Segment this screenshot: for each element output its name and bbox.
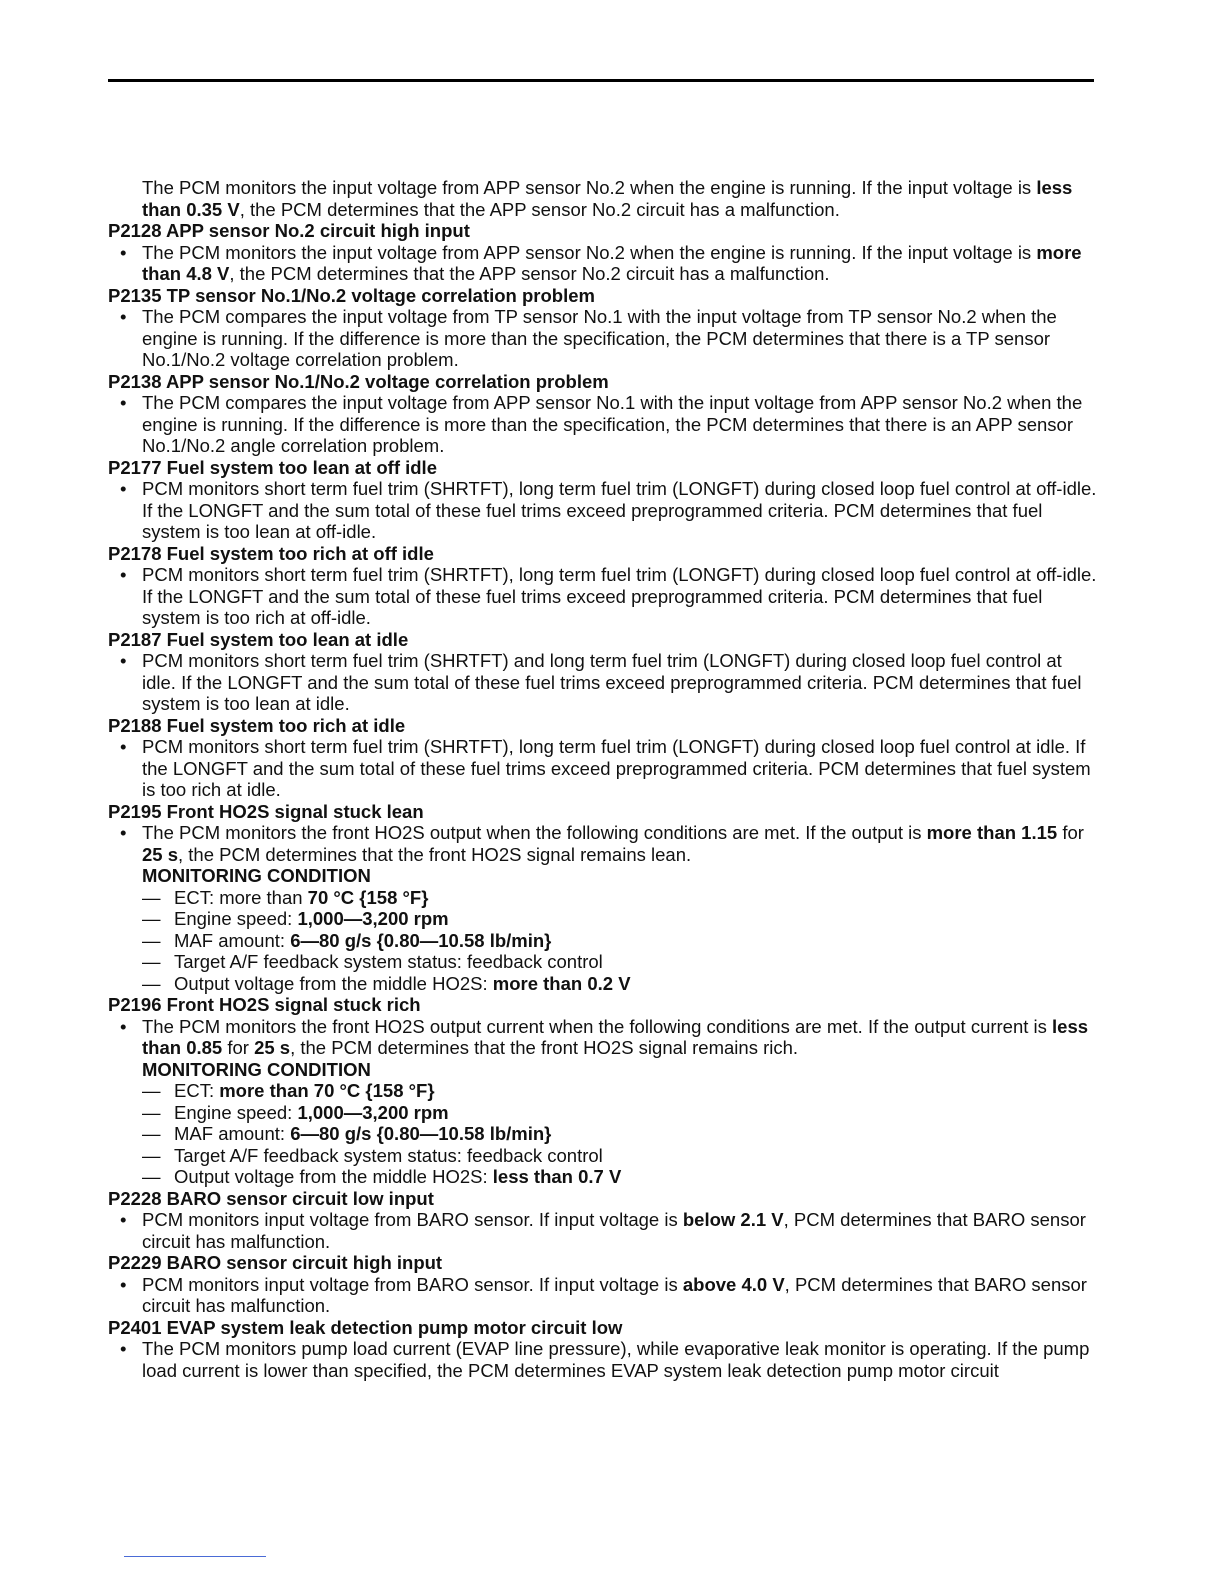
condition-item [108, 1123, 1098, 1145]
dtc-description-p2128 [108, 242, 1098, 285]
condition-item [108, 951, 1098, 973]
emphasis: below 2.1 V [682, 1209, 784, 1230]
bullet-icon: • [120, 1273, 127, 1295]
text: Engine speed: [174, 908, 298, 929]
text: MAF amount: [174, 1123, 291, 1144]
bullet-icon: • [120, 650, 127, 671]
text: , the PCM determines that the front HO2S signal remains rich. [290, 1037, 799, 1058]
emphasis: more than 70 °C {158 °F} [219, 1080, 435, 1101]
text: PCM monitors input voltage from BARO sensor. If input voltage is [142, 1209, 683, 1230]
emphasis: more than 0.2 V [492, 972, 631, 994]
text: ECT: [174, 1080, 220, 1101]
dash-icon: — [142, 1080, 161, 1101]
bullet-icon: • [120, 241, 127, 263]
emphasis: 6—80 g/s {0.80—10.58 lb/min} [290, 929, 552, 951]
monitoring-condition-label: MONITORING CONDITION [142, 865, 371, 886]
dtc-heading-p2177: P2177 Fuel system too lean at off idle [108, 456, 437, 478]
emphasis: more than 4.8 V [142, 241, 1082, 284]
dtc-heading-p2188: P2188 Fuel system too rich at idle [108, 714, 406, 736]
text: Target A/F feedback system status: feedback control [174, 1144, 603, 1166]
text: Engine speed: [174, 1101, 298, 1123]
text: The PCM monitors pump load current (EVAP line pressure), while evaporative leak monitor is operating. If the pump load current is lower than specified, the PCM determines EVAP system leak detection pump motor circuit [142, 1338, 1090, 1381]
condition-item [108, 1145, 1098, 1167]
dtc-heading-p2135: P2135 TP sensor No.1/No.2 voltage correlation problem [108, 284, 595, 306]
condition-item [108, 1166, 1098, 1188]
dtc-description-p2177 [108, 478, 1098, 543]
dtc-heading-p2228: P2228 BARO sensor circuit low input [108, 1187, 434, 1209]
dtc-description-p2401 [108, 1338, 1098, 1381]
document-body [108, 177, 1098, 1381]
emphasis: more than 1.15 [926, 822, 1058, 843]
dtc-description-p2187 [108, 650, 1098, 715]
dtc-heading-p2128: P2128 APP sensor No.2 circuit high input [108, 220, 470, 241]
dtc-description-p2195 [108, 822, 1098, 865]
emphasis: above 4.0 V [682, 1273, 785, 1295]
dtc-description-p2228 [108, 1209, 1098, 1252]
bullet-icon: • [120, 306, 127, 327]
dtc-description-p2178 [108, 564, 1098, 629]
dash-icon: — [142, 929, 161, 951]
text: The PCM monitors the front HO2S output current when the following conditions are met. If the output current is [142, 1015, 1053, 1037]
emphasis: less than 0.35 V [142, 177, 1073, 220]
bullet-icon: • [120, 1015, 127, 1037]
text: PCM monitors short term fuel trim (SHRTFT) and long term fuel trim (LONGFT) during closed loop fuel control at idle. If the LONGFT and the sum total of these fuel trims exceed preprogrammed criteria. PCM determines that fuel system is too lean at idle. [142, 650, 1082, 714]
dtc-heading-p2195: P2195 Front HO2S signal stuck lean [108, 800, 424, 822]
text: MAF amount: [174, 929, 291, 951]
text: PCM monitors short term fuel trim (SHRTFT), long term fuel trim (LONGFT) during closed loop fuel control at off-idle. If the LONGFT and the sum total of these fuel trims exceed preprogrammed criteria. PCM determines that fuel system is too rich at off-idle. [142, 564, 1097, 628]
bullet-icon: • [120, 822, 127, 843]
dtc-heading-p2138: P2138 APP sensor No.1/No.2 voltage correlation problem [108, 370, 609, 392]
intro-paragraph [108, 177, 1098, 220]
emphasis: 1,000—3,200 rpm [297, 1101, 449, 1123]
dash-icon: — [142, 1123, 161, 1144]
text: The PCM monitors the input voltage from APP sensor No.2 when the engine is running. If the input voltage is [142, 241, 1037, 263]
emphasis: 70 °C {158 °F} [307, 886, 429, 908]
condition-item [108, 973, 1098, 995]
dash-icon: — [142, 908, 161, 929]
condition-item [108, 1102, 1098, 1124]
emphasis: 25 s [142, 843, 179, 865]
emphasis: 25 s [254, 1037, 291, 1058]
bullet-icon: • [120, 736, 127, 757]
text: The PCM compares the input voltage from TP sensor No.1 with the input voltage from TP sensor No.2 when the engine is running. If the difference is more than the specification, the PCM determines that there is a TP sensor No.1/No.2 voltage correlation problem. [142, 306, 1057, 370]
emphasis: 6—80 g/s {0.80—10.58 lb/min} [290, 1123, 552, 1144]
bullet-icon: • [120, 392, 127, 413]
dash-icon: — [142, 1166, 161, 1187]
dtc-description-p2138 [108, 392, 1098, 457]
emphasis: less than 0.85 [142, 1015, 1089, 1058]
dtc-heading-p2229: P2229 BARO sensor circuit high input [108, 1252, 443, 1273]
text: The PCM monitors the input voltage from APP sensor No.2 when the engine is running. If the input voltage is [142, 177, 1037, 198]
text: ECT: more than [174, 886, 308, 908]
text: for [222, 1037, 255, 1058]
text: Output voltage from the middle HO2S: [174, 972, 493, 994]
monitoring-condition-label: MONITORING CONDITION [142, 1058, 371, 1080]
text: , PCM determines that BARO sensor circuit has malfunction. [142, 1209, 1086, 1252]
text: , the PCM determines that the APP sensor No.2 circuit has a malfunction. [239, 198, 840, 220]
bullet-icon: • [120, 1209, 127, 1230]
dtc-description-p2188 [108, 736, 1098, 801]
dash-icon: — [142, 972, 161, 994]
bullet-icon: • [120, 478, 127, 499]
text: for [1057, 822, 1084, 843]
text: PCM monitors short term fuel trim (SHRTFT), long term fuel trim (LONGFT) during closed loop fuel control at idle. If the LONGFT and the sum total of these fuel trims exceed preprogrammed criteria. PCM determines that fuel system is too rich at idle. [142, 736, 1091, 800]
emphasis: less than 0.7 V [492, 1166, 622, 1187]
text: PCM monitors input voltage from BARO sensor. If input voltage is [142, 1273, 683, 1295]
text: The PCM compares the input voltage from APP sensor No.1 with the input voltage from APP sensor No.2 when the engine is running. If the difference is more than the specification, the PCM determines that there is an APP sensor No.1/No.2 angle correlation problem. [142, 392, 1083, 456]
header-rule [108, 79, 1094, 82]
condition-item [108, 908, 1098, 930]
condition-item [108, 930, 1098, 952]
dash-icon: — [142, 1101, 161, 1123]
dtc-description-p2196 [108, 1016, 1098, 1059]
dash-icon: — [142, 1144, 161, 1166]
dtc-heading-p2178: P2178 Fuel system too rich at off idle [108, 542, 434, 564]
dtc-heading-p2196: P2196 Front HO2S signal stuck rich [108, 994, 421, 1015]
condition-item [108, 887, 1098, 909]
bullet-icon: • [120, 564, 127, 585]
emphasis: 1,000—3,200 rpm [297, 908, 449, 929]
text: Target A/F feedback system status: feedback control [174, 951, 603, 972]
dtc-description-p2229 [108, 1274, 1098, 1317]
condition-item [108, 1080, 1098, 1102]
dtc-heading-p2401: P2401 EVAP system leak detection pump motor circuit low [108, 1316, 623, 1338]
bullet-icon: • [120, 1338, 127, 1359]
text: The PCM monitors the front HO2S output when the following conditions are met. If the output is [142, 822, 927, 843]
dash-icon: — [142, 951, 161, 972]
text: PCM monitors short term fuel trim (SHRTFT), long term fuel trim (LONGFT) during closed loop fuel control at off-idle. If the LONGFT and the sum total of these fuel trims exceed preprogrammed criteria. PCM determines that fuel system is too lean at off-idle. [142, 478, 1097, 542]
dtc-heading-p2187: P2187 Fuel system too lean at idle [108, 628, 409, 650]
text: , the PCM determines that the APP sensor No.2 circuit has a malfunction. [229, 263, 830, 284]
text: , the PCM determines that the front HO2S signal remains lean. [178, 843, 692, 865]
footer-link-underline[interactable] [124, 1556, 266, 1557]
text: Output voltage from the middle HO2S: [174, 1166, 493, 1187]
dtc-description-p2135 [108, 306, 1098, 371]
dash-icon: — [142, 886, 161, 908]
text: , PCM determines that BARO sensor circuit has malfunction. [142, 1273, 1087, 1316]
